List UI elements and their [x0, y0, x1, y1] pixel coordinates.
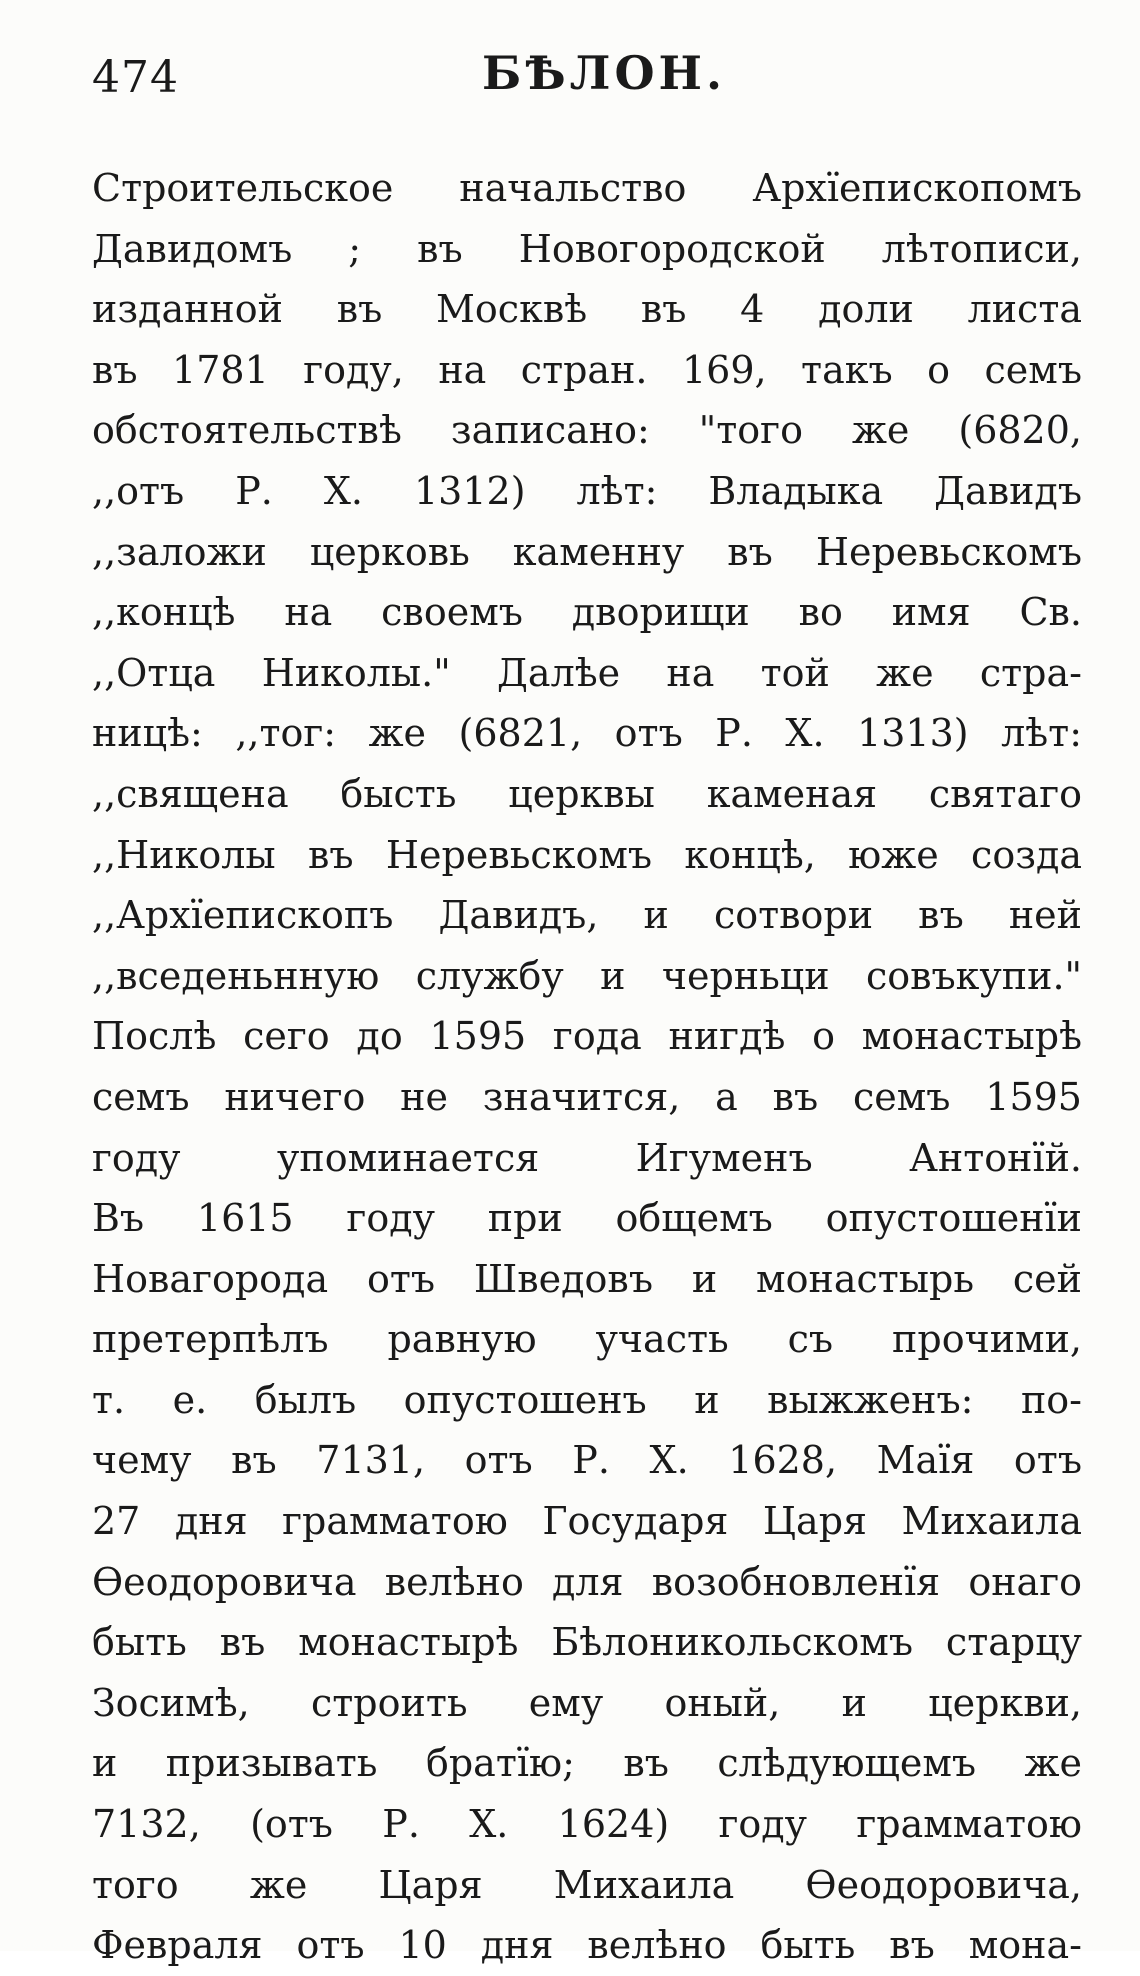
page-number: 474	[92, 52, 179, 103]
text-line: 7132, (отъ Р. Х. 1624) году грамматою	[92, 1802, 1082, 1847]
text-line: Въ 1615 году при общемъ опустошенїи	[92, 1196, 1082, 1241]
text-line: и призывать братїю; въ слѣдующемъ же	[92, 1741, 1082, 1786]
page-header	[92, 40, 1082, 120]
text-line: быть въ монастырѣ Бѣлоникольскомъ старцу	[92, 1620, 1082, 1665]
text-line: т. е. былъ опустошенъ и выжженъ: по-	[92, 1377, 1082, 1422]
text-line: въ 1781 году, на стран. 169, такъ о семъ	[92, 347, 1082, 392]
text-line: ,,концѣ на своемъ дворищи во имя Св.	[92, 590, 1082, 635]
text-line: претерпѣлъ равную участь съ прочими,	[92, 1317, 1082, 1362]
text-line: Зосимѣ, строить ему оный, и церкви,	[92, 1680, 1082, 1725]
text-line: ,,вседеньнную службу и черньци совъкупи."	[92, 953, 1082, 998]
text-line: ,,Отца Николы." Далѣе на той же стра-	[92, 650, 1082, 695]
text-line: ,,Николы въ Неревьскомъ концѣ, юже созда	[92, 832, 1082, 877]
text-line: Давидомъ ; въ Новогородской лѣтописи,	[92, 226, 1082, 271]
text-line: чему въ 7131, отъ Р. Х. 1628, Маїя отъ	[92, 1438, 1082, 1483]
text-line: Новагорода отъ Шведовъ и монастырь сей	[92, 1256, 1082, 1301]
text-line: ,,священа бысть церквы каменая святаго	[92, 771, 1082, 816]
text-line: 27 дня грамматою Государя Царя Михаила	[92, 1499, 1082, 1544]
text-line: ,,отъ Р. Х. 1312) лѣт: Владыка Давидъ	[92, 468, 1082, 513]
text-line: обстоятельствѣ записано: "того же (6820,	[92, 408, 1082, 453]
text-line: изданной въ Москвѣ въ 4 доли листа	[92, 287, 1082, 332]
text-line: того же Царя Михаила Ѳеодоровича,	[92, 1862, 1082, 1907]
text-line: ницѣ: ,,тог: же (6821, отъ Р. Х. 1313) лѣт:	[92, 711, 1082, 756]
text-line: Строительское начальство Архїепископомъ	[92, 166, 1082, 210]
text-line: Февраля отъ 10 дня велѣно быть въ мона-	[92, 1923, 1082, 1968]
text-line: семъ ничего не значится, а въ семъ 1595	[92, 1074, 1082, 1119]
text-line: году упоминается Игуменъ Антонїй.	[92, 1135, 1082, 1180]
text-line: Послѣ сего до 1595 года нигдѣ о монастырѣ	[92, 1014, 1082, 1059]
text-line: Ѳеодоровича велѣно для возобновленїя онаго	[92, 1559, 1082, 1604]
running-head: БѢЛОН.	[482, 46, 727, 100]
text-line: ,,заложи церковь каменну въ Неревьскомъ	[92, 529, 1082, 574]
text-line: ,,Архїепископъ Давидъ, и сотвори въ ней	[92, 893, 1082, 938]
body-text	[92, 158, 1082, 1976]
